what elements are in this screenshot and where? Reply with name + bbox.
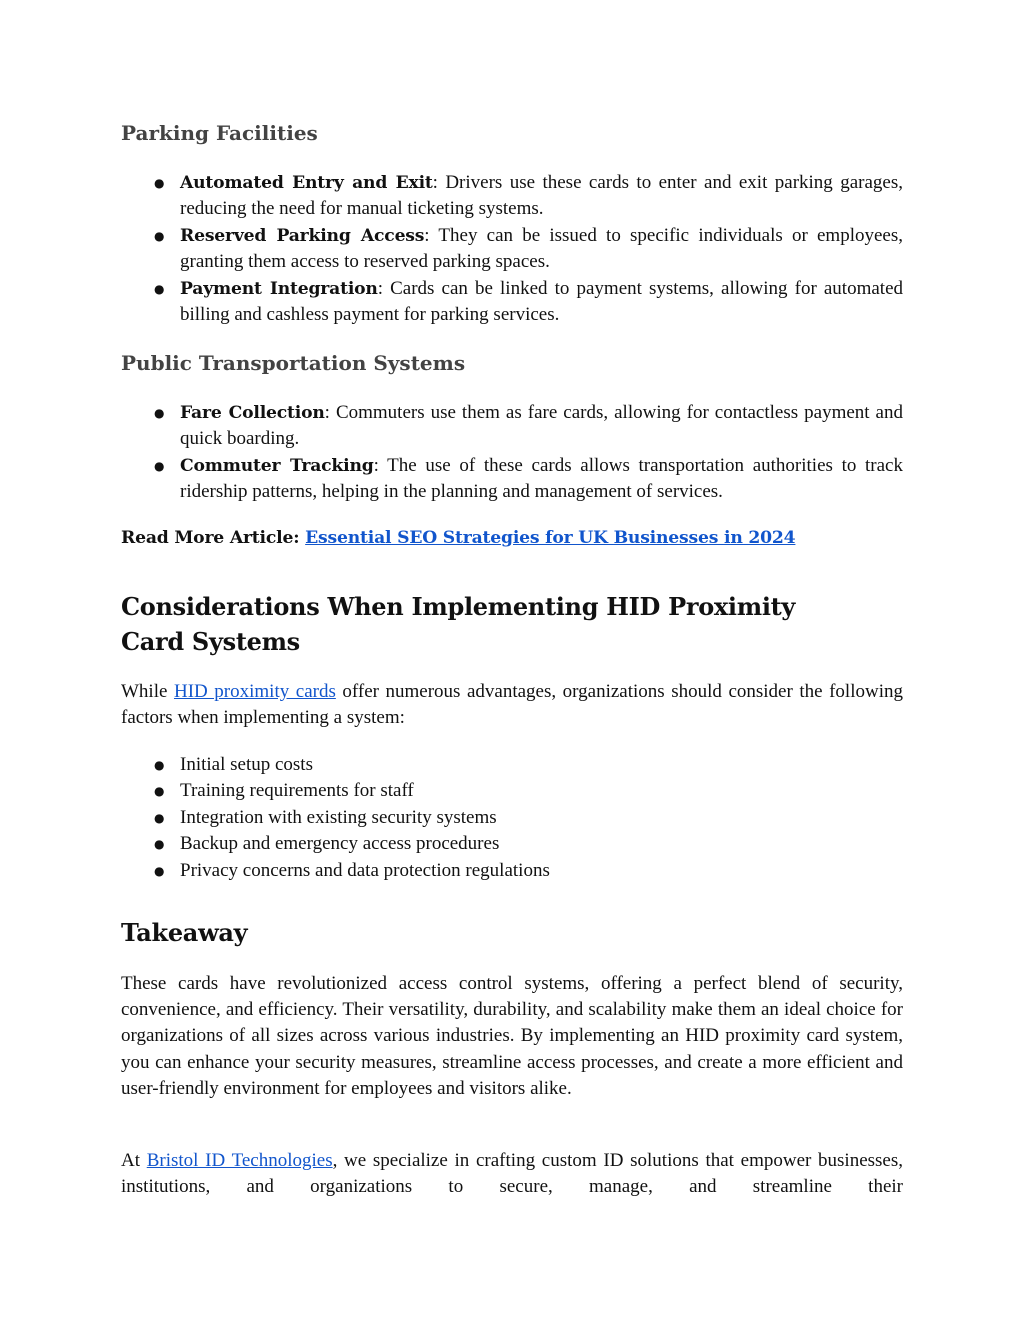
closing-paragraph: [121, 1148, 903, 1200]
closing-text-before: At: [121, 1150, 147, 1171]
list-item: [121, 223, 903, 276]
list-item: [121, 453, 903, 506]
list-item-text: Privacy concerns and data protection regulations: [180, 859, 550, 881]
list-item-text: Initial setup costs: [180, 754, 313, 775]
takeaway-heading: Takeaway: [121, 918, 248, 947]
bullet-icon: ●: [154, 406, 165, 420]
bullet-icon: ●: [154, 176, 165, 190]
read-more-link[interactable]: Essential SEO Strategies for UK Businesses in 2024: [305, 528, 796, 548]
bristol-id-technologies-link[interactable]: Bristol ID Technologies: [146, 1150, 333, 1171]
closing-text-after: , we specialize in crafting custom ID solutions that empower businesses, institutions, and organizations to secure, manage, and streamline their: [121, 1150, 904, 1198]
list-item-text: Training requirements for staff: [180, 780, 414, 802]
list-item: [121, 400, 903, 453]
list-item-term: Automated Entry and Exit: [180, 173, 433, 193]
bullet-icon: ●: [154, 863, 165, 878]
list-item-text: Backup and emergency access procedures: [180, 833, 500, 855]
list-item-text: Integration with existing security systems: [180, 806, 497, 828]
parking-facilities-heading: Parking Facilities: [121, 121, 318, 145]
list-item-term: Commuter Tracking: [180, 455, 374, 476]
considerations-heading-line1: Considerations When Implementing HID Proximity: [121, 592, 796, 621]
list-item-text: : Cards can be linked to payment systems, allowing for automated billing and cashless payment for parking services.: [180, 277, 904, 326]
bullet-icon: ●: [154, 758, 165, 772]
read-more: [121, 525, 795, 551]
bullet-icon: ●: [154, 228, 165, 243]
list-item: [121, 170, 903, 223]
bullet-icon: ●: [154, 837, 165, 852]
considerations-intro: [121, 679, 903, 731]
list-item-text: : They can be issued to specific individuals or employees, granting them access to reserved parking spaces.: [180, 224, 903, 273]
list-item-term: Reserved Parking Access: [180, 225, 425, 246]
takeaway-paragraph: These cards have revolutionized access control systems, offering a perfect blend of security, convenience, and efficiency. Their versatility, durability, and scalability make them an ideal choice for organizations of all sizes across various industries. By implementing an HID proximity card system, you can enhance your security measures, streamline access processes, and create a more efficient and user-friendly environment for employees and visitors alike.: [121, 973, 903, 1099]
public-transportation-heading: Public Transportation Systems: [121, 351, 466, 375]
parking-list: [121, 170, 903, 328]
list-item: [121, 805, 903, 831]
list-item-term: Fare Collection: [180, 403, 325, 423]
bullet-icon: ●: [154, 281, 165, 296]
list-item-text: : Commuters use them as fare cards, allowing for contactless payment and quick boarding.: [180, 402, 903, 450]
list-item: [121, 778, 903, 804]
hid-proximity-cards-link[interactable]: HID proximity cards: [173, 681, 336, 702]
read-more-label: Read More Article:: [121, 528, 306, 548]
list-item-text: : Drivers use these cards to enter and exit parking garages, reducing the need for manual ticketing systems.: [180, 172, 903, 220]
bullet-icon: ●: [154, 784, 165, 799]
list-item: [121, 831, 903, 857]
list-item: [121, 858, 903, 884]
considerations-heading-line2: Card Systems: [121, 627, 300, 656]
bullet-icon: ●: [154, 458, 165, 473]
intro-text-before: While: [121, 681, 174, 702]
considerations-list: [121, 752, 903, 884]
bullet-icon: ●: [154, 810, 165, 825]
list-item-text: : The use of these cards allows transportation authorities to track ridership patterns, helping in the planning and management of services.: [180, 454, 903, 503]
list-item: [121, 276, 903, 329]
list-item: [121, 752, 903, 778]
list-item-term: Payment Integration: [180, 278, 378, 299]
transport-list: [121, 400, 903, 506]
intro-text-after: offer numerous advantages, organizations should consider the following factors when implementing a system:: [121, 681, 903, 729]
